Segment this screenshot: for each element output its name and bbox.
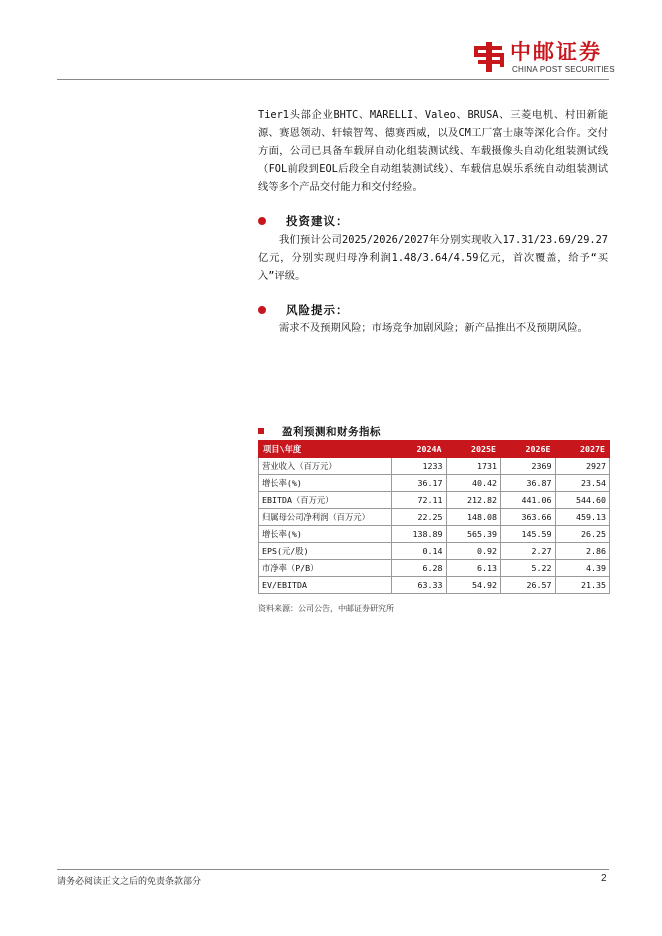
table-cell: 26.57: [501, 577, 556, 594]
table-cell: 21.35: [555, 577, 610, 594]
table-cell: 6.13: [446, 560, 501, 577]
row-label: 增长率(%): [259, 475, 392, 492]
table-cell: 138.89: [392, 526, 447, 543]
table-cell: 22.25: [392, 509, 447, 526]
table-cell: 36.17: [392, 475, 447, 492]
china-post-logo-icon: [472, 40, 506, 74]
table-cell: 459.13: [555, 509, 610, 526]
table-cell: 565.39: [446, 526, 501, 543]
table-cell: 148.08: [446, 509, 501, 526]
row-label: 市净率（P/B）: [259, 560, 392, 577]
row-label: EV/EBITDA: [259, 577, 392, 594]
column-header: 项目\年度: [259, 441, 392, 458]
table-cell: 2927: [555, 458, 610, 475]
table-row: [259, 475, 610, 492]
table-cell: 23.54: [555, 475, 610, 492]
financial-table: [258, 440, 610, 594]
table-cell: 54.92: [446, 577, 501, 594]
risk-heading: [258, 301, 608, 319]
column-header: 2027E: [555, 441, 610, 458]
bullet-dot-icon: [258, 306, 266, 314]
row-label: 增长率(%): [259, 526, 392, 543]
table-cell: 2.86: [555, 543, 610, 560]
table-row: [259, 526, 610, 543]
column-header: 2025E: [446, 441, 501, 458]
table-row: [259, 577, 610, 594]
invest-title: 投资建议：: [286, 214, 349, 228]
table-cell: 544.60: [555, 492, 610, 509]
table-header-row: [259, 441, 610, 458]
table-cell: 6.28: [392, 560, 447, 577]
table-cell: 1731: [446, 458, 501, 475]
row-label: EBITDA（百万元）: [259, 492, 392, 509]
square-bullet-icon: [258, 428, 264, 434]
bullet-dot-icon: [258, 217, 266, 225]
table-cell: 145.59: [501, 526, 556, 543]
invest-heading: [258, 212, 608, 230]
table-row: [259, 509, 610, 526]
table-cell: 0.92: [446, 543, 501, 560]
risk-paragraph: 需求不及预期风险；市场竞争加剧风险；新产品推出不及预期风险。: [279, 322, 588, 334]
table-row: [259, 543, 610, 560]
table-cell: 26.25: [555, 526, 610, 543]
table-cell: 363.66: [501, 509, 556, 526]
invest-paragraph: 我们预计公司2025/2026/2027年分别实现收入17.31/23.69/29.27亿元，分别实现归母净利润1.48/3.64/4.59亿元，首次覆盖，给予“买入”评级。: [258, 234, 608, 282]
table-cell: 1233: [392, 458, 447, 475]
row-label: 归属母公司净利润（百万元）: [259, 509, 392, 526]
page-header: [0, 0, 662, 80]
table-cell: 40.42: [446, 475, 501, 492]
table-cell: 0.14: [392, 543, 447, 560]
column-header: 2026E: [501, 441, 556, 458]
logo-text-cn: 中邮证券: [510, 40, 602, 64]
risk-title: 风险提示：: [286, 303, 349, 317]
table-heading: [258, 424, 610, 440]
table-source-note: 资料来源：公司公告，中邮证券研究所: [258, 604, 394, 613]
table-cell: 5.22: [501, 560, 556, 577]
table-row: [259, 492, 610, 509]
table-cell: 441.06: [501, 492, 556, 509]
page-number: 2: [601, 873, 607, 884]
footer-divider: [57, 869, 609, 870]
row-label: EPS(元/股): [259, 543, 392, 560]
table-cell: 36.87: [501, 475, 556, 492]
table-title: 盈利预测和财务指标: [282, 426, 381, 438]
header-divider: [57, 79, 609, 80]
table-cell: 63.33: [392, 577, 447, 594]
table-row: [259, 560, 610, 577]
table-cell: 72.11: [392, 492, 447, 509]
table-cell: 2369: [501, 458, 556, 475]
intro-paragraph: Tier1头部企业BHTC、MARELLI、Valeo、BRUSA、三菱电机、村田新能源、赛恩领动、轩辕智驾、德赛西威，以及CM工厂富士康等深化合作。交付方面，公司已具备车载屏自动化组装测试线、车载摄像头自动化组装测试线（FOL前段到EOL后段全自动组装测试线）、车载信息娱乐系统自动组装测试线等多个产品交付能力和交付经验。: [258, 109, 608, 193]
table-cell: 2.27: [501, 543, 556, 560]
row-label: 营业收入（百万元）: [259, 458, 392, 475]
table-row: [259, 458, 610, 475]
column-header: 2024A: [392, 441, 447, 458]
table-cell: 4.39: [555, 560, 610, 577]
footer-disclaimer: 请务必阅读正文之后的免责条款部分: [57, 877, 202, 887]
logo-text-en: CHINA POST SECURITIES: [512, 65, 615, 74]
brand-logo: [472, 40, 615, 76]
table-cell: 212.82: [446, 492, 501, 509]
